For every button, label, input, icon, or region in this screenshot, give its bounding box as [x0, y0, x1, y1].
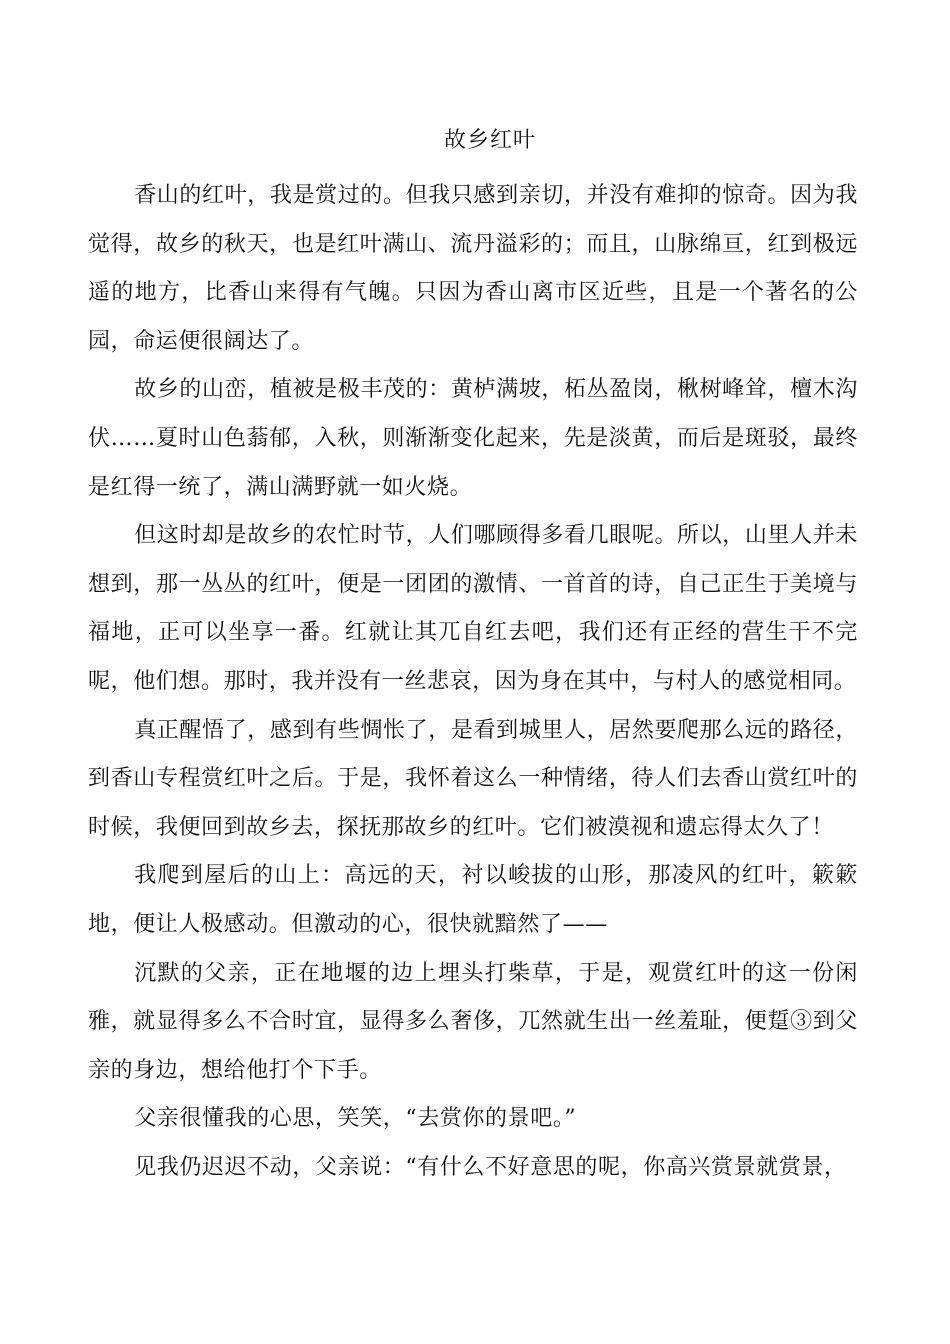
paragraph-7: 父亲很懂我的心思，笑笑，“去赏你的景吧。” — [134, 1106, 577, 1132]
paragraph-2: 故乡的山峦，植被是极丰茂的：黄栌满坡，柘丛盈岗，楸树峰耸，檀木沟伏……夏时山色蓊郁，入秋，则渐渐变化起来，先是淡黄，而后是斑驳，最终是红得一统了，满山满野就一如火烧。 — [88, 377, 858, 500]
paragraph-4: 真正醒悟了，感到有些惆怅了，是看到城里人，居然要爬那么远的路径，到香山专程赏红叶之后。于是，我怀着这么一种情绪，待人们去香山赏红叶的时候，我便回到故乡去，探抚那故乡的红叶。它们被漠视和遗忘得太久了！ — [88, 717, 858, 840]
paragraph-1: 香山的红叶，我是赏过的。但我只感到亲切，并没有难抑的惊奇。因为我觉得，故乡的秋天，也是红叶满山、流丹溢彩的；而且，山脉绵亘，红到极远遥的地方，比香山来得有气魄。只因为香山离市区近些，且是一个著名的公园，命运便很阔达了。 — [88, 183, 858, 354]
paragraph-6: 沉默的父亲，正在地堰的边上埋头打柴草，于是，观赏红叶的这一份闲雅，就显得多么不合时宜，显得多么奢侈，兀然就生出一丝羞耻，便踅③到父亲的身边，想给他打个下手。 — [88, 960, 858, 1083]
document-title: 故乡红叶 — [443, 128, 536, 153]
article-body — [88, 172, 858, 1192]
paragraph-5: 我爬到屋后的山上：高远的天，衬以峻拔的山形，那凌风的红叶，簌簌地，便让人极感动。但激动的心，很快就黯然了—— — [88, 863, 858, 937]
paragraph-3: 但这时却是故乡的农忙时节，人们哪顾得多看几眼呢。所以，山里人并未想到，那一丛丛的红叶，便是一团团的激情、一首首的诗，自己正生于美境与福地，正可以坐享一番。红就让其兀自红去吧，我们还有正经的营生干不完呢，他们想。那时，我并没有一丝悲哀，因为身在其中，与村人的感觉相同。 — [88, 523, 858, 694]
paragraph-8: 见我仍迟迟不动，父亲说：“有什么不好意思的呢，你高兴赏景就赏景， — [134, 1154, 847, 1180]
